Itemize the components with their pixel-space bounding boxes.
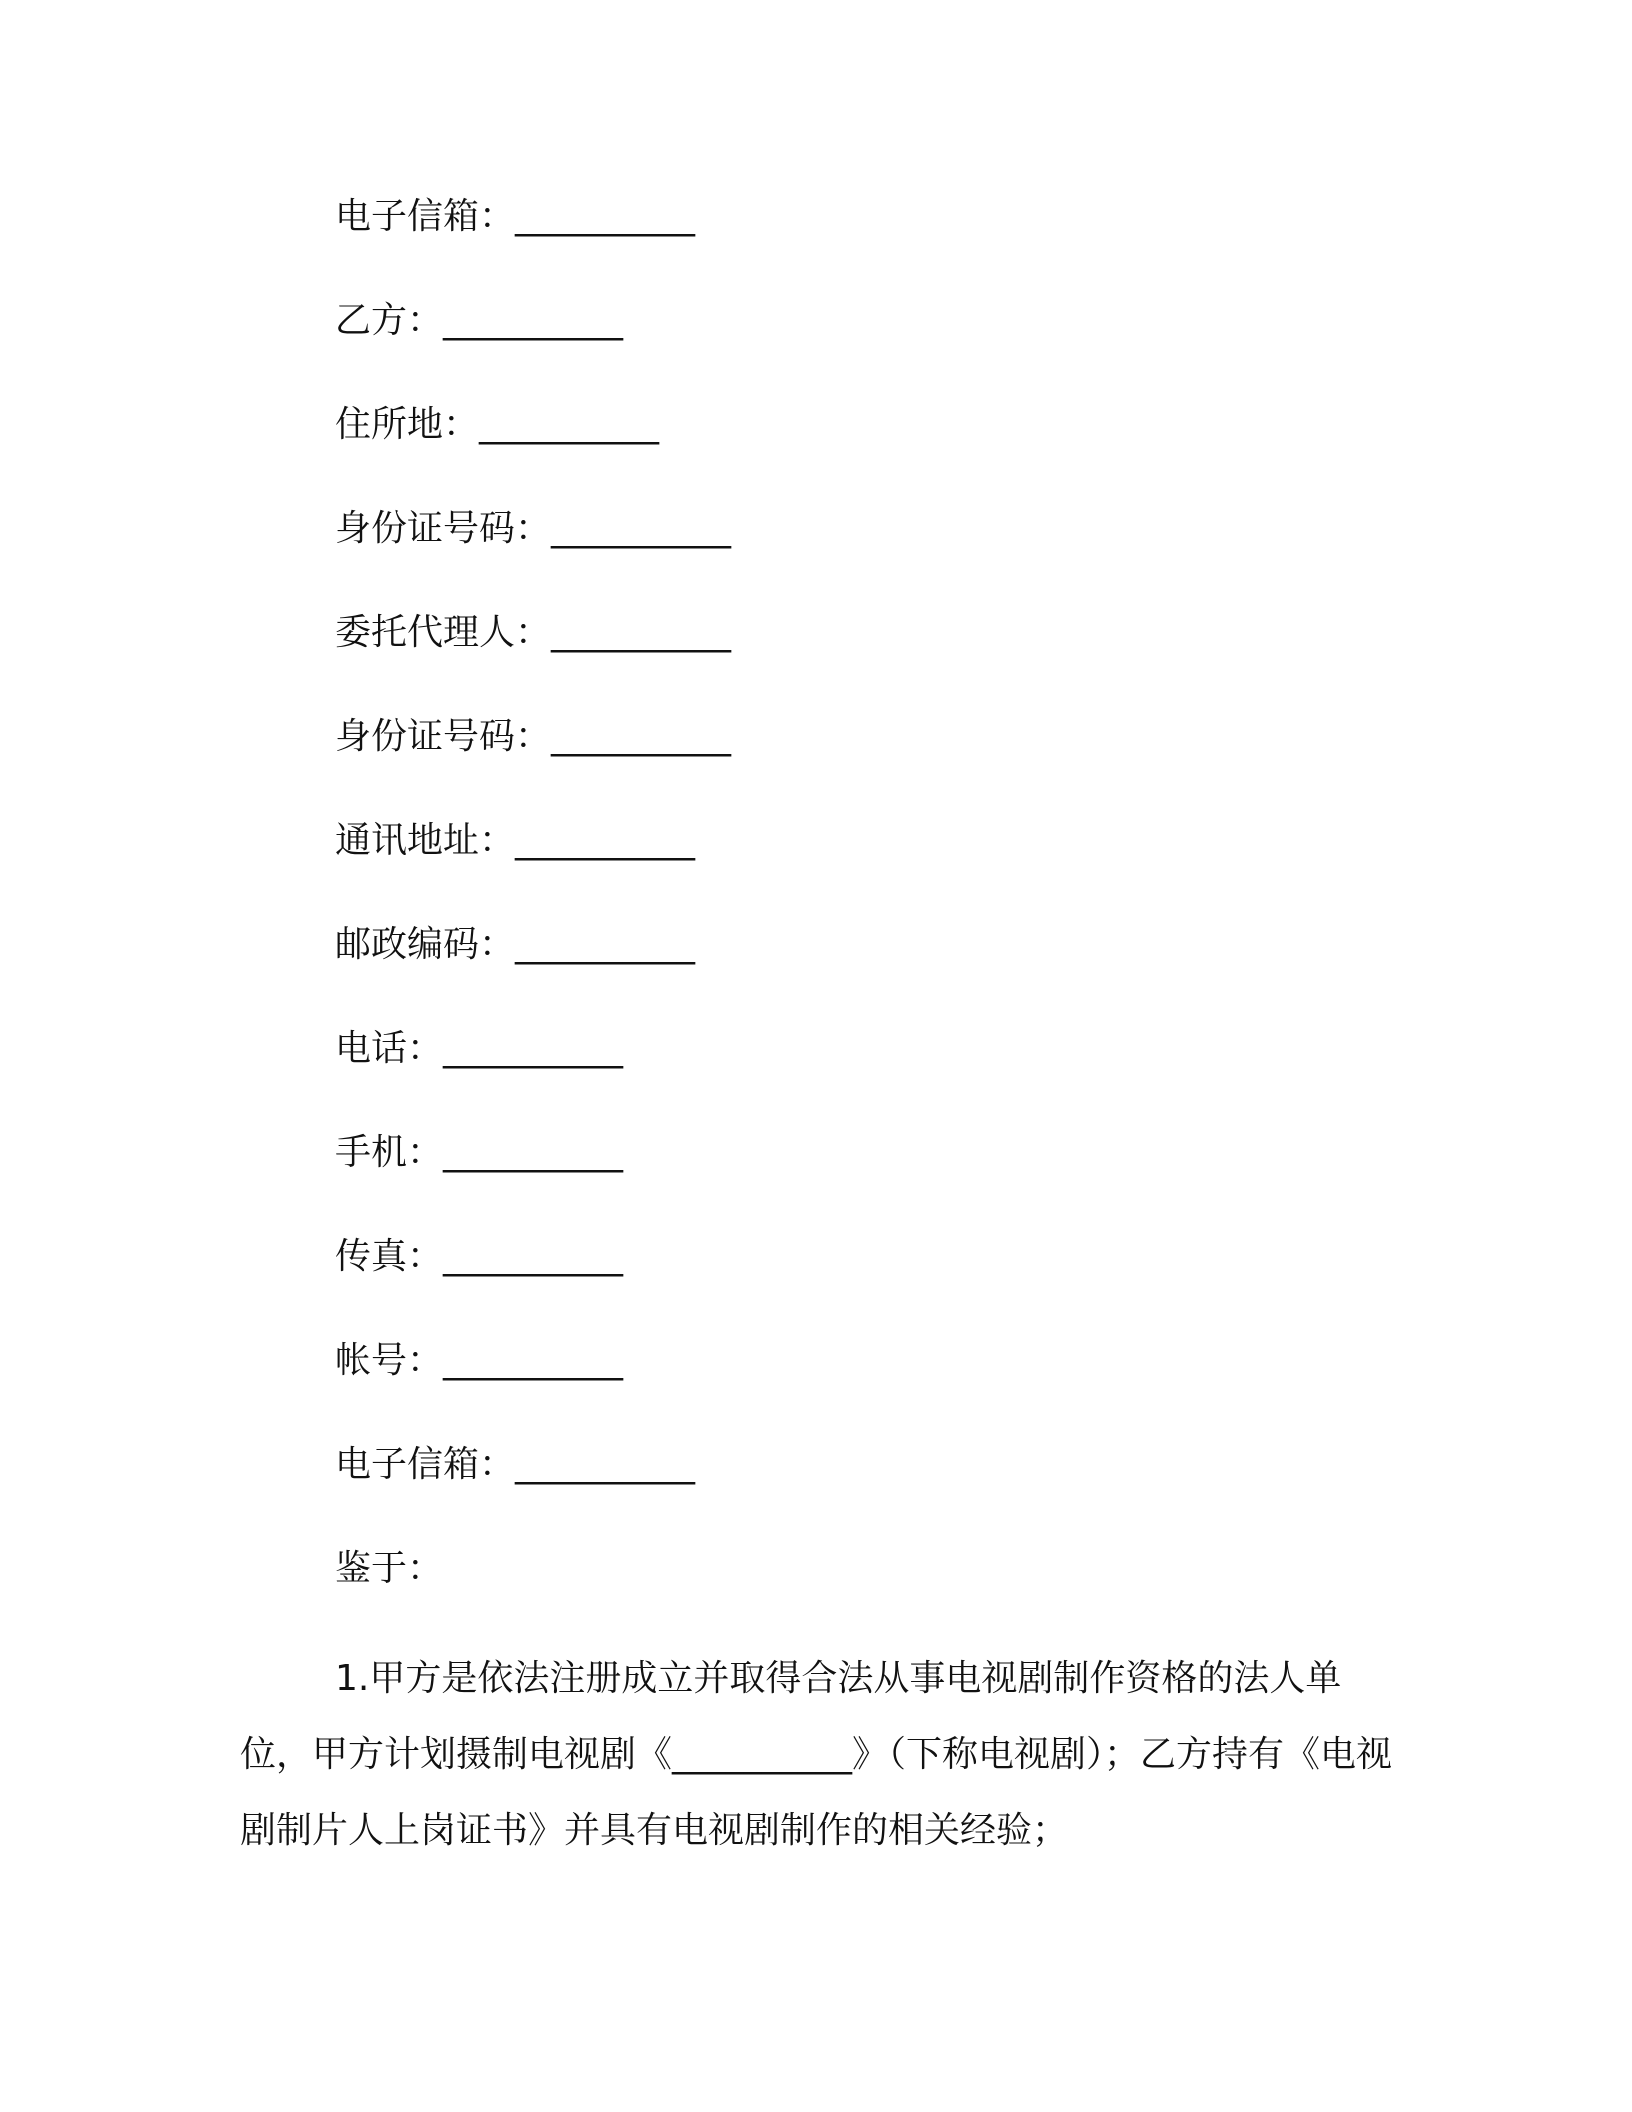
field-address: 通讯地址：__________ [335,820,696,861]
field-id-number-2: 身份证号码：__________ [335,716,732,757]
whereas-heading: 鉴于： [335,1548,444,1589]
field-email-2: 电子信箱：__________ [335,1444,696,1485]
field-mobile: 手机：__________ [335,1132,624,1173]
field-fax: 传真：__________ [335,1236,624,1277]
field-account: 帐号：__________ [335,1340,624,1381]
contract-field-list [335,190,731,1646]
field-party-b: 乙方：__________ [335,300,624,341]
whereas-paragraph-1: 1.甲方是依法注册成立并取得合法从事电视剧制作资格的法人单位，甲方计划摄制电视剧《__________》（下称电视剧）；乙方持有《电视剧制片人上岗证书》并具有电视剧制作的相关经验； [240,1658,1393,1851]
field-id-number-1: 身份证号码：__________ [335,508,732,549]
field-residence: 住所地：__________ [335,404,660,445]
field-postcode: 邮政编码：__________ [335,924,696,965]
field-phone: 电话：__________ [335,1028,624,1069]
field-email-1: 电子信箱：__________ [335,196,696,237]
field-agent: 委托代理人：__________ [335,612,732,653]
